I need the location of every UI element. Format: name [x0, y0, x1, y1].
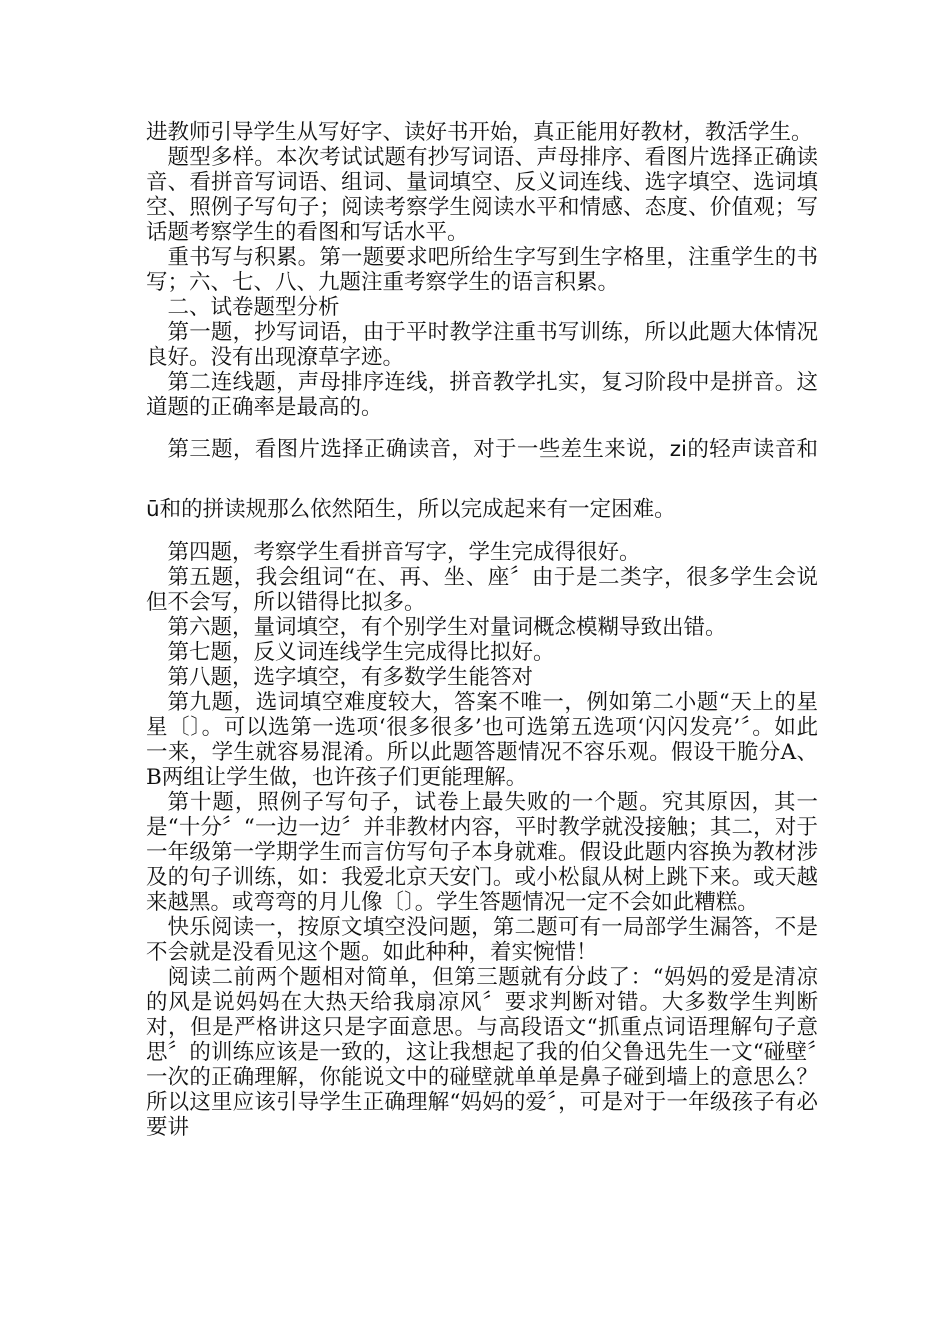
paragraph-reading-1: 快乐阅读一，按原文填空没问题，第二题可有一局部学生漏答，不是不会就是没看见这个题。如此种种，着实惋惜！ [146, 915, 818, 965]
paragraph-q1: 第一题，抄写词语，由于平时教学注重书写训练，所以此题大体情况良好。没有出现潦草字迹。 [146, 320, 818, 370]
paragraph-q9: 第九题，选词填空难度较大，答案不唯一，例如第二小题“天上的星星〔〕。可以选第一选项‘很多很多’也可选第五选项‘闪闪发亮’〞。如此一来，学生就容易混淆。所以此题答题情况不容乐观。假设干脆分A、B两组让学生做，也许孩子们更能理解。 [146, 690, 818, 790]
paragraph-q4: 第四题，考察学生看拼音写字，学生完成得很好。 [167, 540, 641, 565]
paragraph-q6: 第六题，量词填空，有个别学生对量词概念模糊导致出错。 [167, 615, 727, 640]
paragraph-3: 重书写与积累。第一题要求吧所给生字写到生字格里，注重学生的书写；六、七、八、九题注重考察学生的语言积累。 [146, 245, 818, 295]
section-heading: 二、试卷题型分析 [167, 295, 340, 320]
paragraph-q5: 第五题，我会组词“在、再、坐、座〞由于是二类字，很多学生会说但不会写，所以错得比拟多。 [146, 565, 818, 615]
paragraph-1: 进教师引导学生从写好字、读好书开始，真正能用好教材，教活学生。 [146, 120, 813, 145]
paragraph-q10: 第十题，照例子写句子，试卷上最失败的一个题。究其原因，其一是“十分〞“一边一边〞并非教材内容，平时教学就没接触；其二，对于一年级第一学期学生而言仿写句子本身就难。假设此题内容换为教材涉及的句子训练，如：我爱北京天安门。或小松鼠从树上跳下来。或天越来越黑。或弯弯的月儿像〔〕。学生答题情况一定不会如此糟糕。 [146, 790, 818, 915]
paragraph-q3: 第三题，看图片选择正确读音，对于一些差生来说，zi的轻声读音和ū和的拼读规那么依然陌生，所以完成起来有一定困难。 [146, 437, 818, 522]
paragraph-q8: 第八题，选字填空，有多数学生能答对 [167, 665, 534, 690]
paragraph-q2: 第二连线题，声母排序连线，拼音教学扎实，复习阶段中是拼音。这道题的正确率是最高的。 [146, 370, 818, 420]
paragraph-reading-2: 阅读二前两个题相对简单，但第三题就有分歧了：“妈妈的爱是清凉的风是说妈妈在大热天给我扇凉风〞要求判断对错。大多数学生判断对，但是严格讲这只是字面意思。与高段语文“抓重点词语理解句子意思〞的训练应该是一致的，这让我想起了我的伯父鲁迅先生一文“碰壁〞一次的正确理解，你能说文中的碰壁就单单是鼻子碰到墙上的意思么？所以这里应该引导学生正确理解“妈妈的爱〞，可是对于一年级孩子有必要讲 [146, 965, 818, 1140]
document-body [146, 120, 818, 1140]
paragraph-q7: 第七题，反义词连线学生完成得比拟好。 [167, 640, 555, 665]
paragraph-2: 题型多样。本次考试试题有抄写词语、声母排序、看图片选择正确读音、看拼音写词语、组词、量词填空、反义词连线、选字填空、选词填空、照例子写句子；阅读考察学生阅读水平和情感、态度、价值观；写话题考察学生的看图和写话水平。 [146, 145, 818, 245]
